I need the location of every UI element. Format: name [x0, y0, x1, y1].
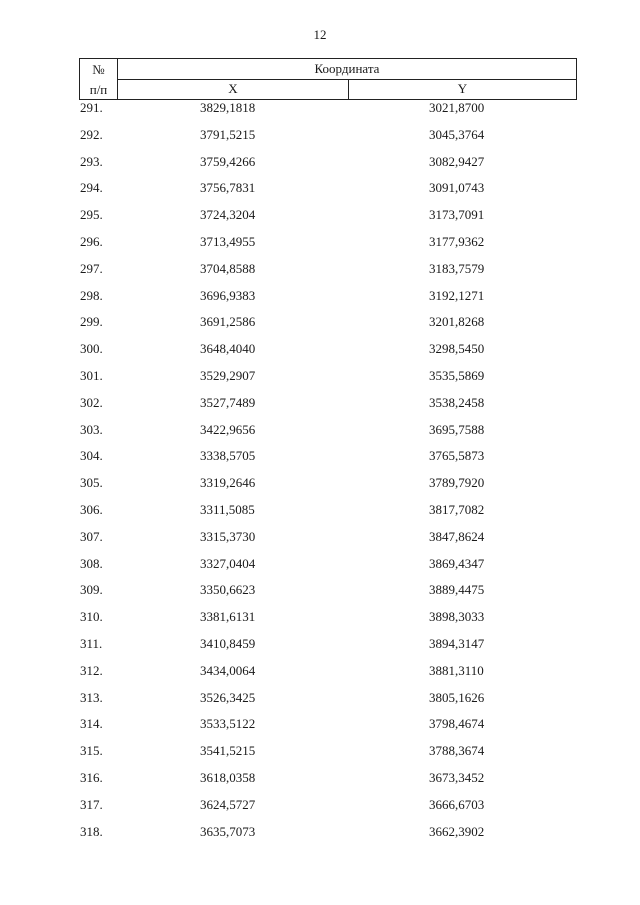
table-row: [79, 663, 577, 690]
table-row: [79, 502, 577, 529]
row-y-value: 3788,3674: [429, 743, 485, 759]
row-x-value: 3724,3204: [200, 207, 256, 223]
row-x-value: 3696,9383: [200, 287, 256, 303]
row-x-value: 3791,5215: [200, 126, 256, 142]
row-y-value: 3201,8268: [429, 314, 485, 330]
row-y-value: 3538,2458: [429, 394, 485, 410]
table-row: [79, 261, 577, 288]
row-x-value: 3624,5727: [200, 796, 256, 812]
row-x-value: 3410,8459: [200, 635, 256, 651]
table-row: [79, 770, 577, 797]
row-y-value: 3798,4674: [429, 716, 485, 732]
row-y-value: 3789,7920: [429, 475, 485, 491]
row-y-value: 3045,3764: [429, 126, 485, 142]
row-number: 302.: [80, 394, 103, 410]
row-x-value: 3635,7073: [200, 823, 256, 839]
row-x-value: 3618,0358: [200, 769, 256, 785]
row-x-value: 3759,4266: [200, 153, 256, 169]
table-row: [79, 636, 577, 663]
row-number: 291.: [80, 100, 103, 115]
row-x-value: 3338,5705: [200, 448, 256, 464]
row-x-value: 3319,2646: [200, 475, 256, 491]
row-x-value: 3829,1818: [200, 100, 256, 115]
table-row: [79, 529, 577, 556]
table-row: [79, 824, 577, 851]
row-y-value: 3889,4475: [429, 582, 485, 598]
page-number: 12: [313, 27, 327, 42]
row-number: 318.: [80, 823, 103, 839]
row-x-value: 3756,7831: [200, 180, 256, 196]
row-y-value: 3662,3902: [429, 823, 485, 839]
table-row: [79, 797, 577, 824]
header-y: Y: [457, 81, 468, 96]
table-row: [79, 582, 577, 609]
row-y-value: 3535,5869: [429, 367, 485, 383]
row-y-value: 3177,9362: [429, 233, 485, 249]
table-row: [79, 395, 577, 422]
row-x-value: 3526,3425: [200, 689, 256, 705]
row-number: 301.: [80, 367, 103, 383]
row-x-value: 3648,4040: [200, 341, 256, 357]
row-x-value: 3327,0404: [200, 555, 256, 571]
row-number: 310.: [80, 609, 103, 625]
table-row: [79, 154, 577, 181]
row-x-value: 3434,0064: [200, 662, 256, 678]
row-number: 303.: [80, 421, 103, 437]
row-y-value: 3869,4347: [429, 555, 485, 571]
row-number: 311.: [80, 635, 103, 651]
row-number: 298.: [80, 287, 103, 303]
row-y-value: 3183,7579: [429, 260, 485, 276]
row-number: 317.: [80, 796, 103, 812]
row-number: 293.: [80, 153, 103, 169]
row-y-value: 3666,6703: [429, 796, 485, 812]
row-number: 295.: [80, 207, 103, 223]
row-x-value: 3704,8588: [200, 260, 256, 276]
row-x-value: 3527,7489: [200, 394, 256, 410]
table-row: [79, 100, 577, 127]
row-x-value: 3422,9656: [200, 421, 256, 437]
row-number: 314.: [80, 716, 103, 732]
table-row: [79, 368, 577, 395]
table-row: [79, 475, 577, 502]
row-number: 292.: [80, 126, 103, 142]
row-x-value: 3713,4955: [200, 233, 256, 249]
row-number: 304.: [80, 448, 103, 464]
table-row: [79, 716, 577, 743]
table-row: [79, 556, 577, 583]
row-number: 316.: [80, 769, 103, 785]
row-y-value: 3894,3147: [429, 635, 485, 651]
row-y-value: 3847,8624: [429, 528, 485, 544]
table-row: [79, 288, 577, 315]
row-number: 307.: [80, 528, 103, 544]
table-row: [79, 448, 577, 475]
row-x-value: 3691,2586: [200, 314, 256, 330]
header-number-cell: [80, 59, 118, 99]
table-row: [79, 690, 577, 717]
row-number: 306.: [80, 501, 103, 517]
row-x-value: 3350,6623: [200, 582, 256, 598]
row-x-value: 3533,5122: [200, 716, 256, 732]
row-number: 297.: [80, 260, 103, 276]
header-coordinate: Координата: [118, 59, 576, 80]
row-number: 313.: [80, 689, 103, 705]
row-y-value: 3695,7588: [429, 421, 485, 437]
row-y-value: 3091,0743: [429, 180, 485, 196]
table-row: [79, 743, 577, 770]
row-x-value: 3529,2907: [200, 367, 256, 383]
table-row: [79, 422, 577, 449]
row-number: 305.: [80, 475, 103, 491]
row-number: 300.: [80, 341, 103, 357]
header-number-abbr: п/п: [89, 82, 108, 97]
row-number: 296.: [80, 233, 103, 249]
row-y-value: 3298,5450: [429, 341, 485, 357]
table-header: [79, 58, 577, 100]
table-row: [79, 127, 577, 154]
row-x-value: 3311,5085: [200, 501, 255, 517]
row-y-value: 3898,3033: [429, 609, 485, 625]
table-row: [79, 341, 577, 368]
row-number: 309.: [80, 582, 103, 598]
row-y-value: 3673,3452: [429, 769, 485, 785]
row-x-value: 3381,6131: [200, 609, 256, 625]
row-number: 294.: [80, 180, 103, 196]
table-row: [79, 234, 577, 261]
row-y-value: 3173,7091: [429, 207, 485, 223]
table-row: [79, 207, 577, 234]
row-y-value: 3021,8700: [429, 100, 485, 115]
header-number-symbol: №: [92, 62, 105, 77]
table-row: [79, 180, 577, 207]
row-number: 312.: [80, 662, 103, 678]
row-y-value: 3817,7082: [429, 501, 485, 517]
row-number: 315.: [80, 743, 103, 759]
row-x-value: 3315,3730: [200, 528, 256, 544]
table-row: [79, 609, 577, 636]
row-y-value: 3881,3110: [429, 662, 484, 678]
row-number: 308.: [80, 555, 103, 571]
table-body: [79, 100, 577, 850]
header-x: X: [118, 80, 349, 99]
row-x-value: 3541,5215: [200, 743, 256, 759]
coordinates-table: [79, 58, 577, 850]
row-y-value: 3192,1271: [429, 287, 485, 303]
row-y-value: 3082,9427: [429, 153, 485, 169]
table-row: [79, 314, 577, 341]
row-y-value: 3805,1626: [429, 689, 485, 705]
row-y-value: 3765,5873: [429, 448, 485, 464]
row-number: 299.: [80, 314, 103, 330]
